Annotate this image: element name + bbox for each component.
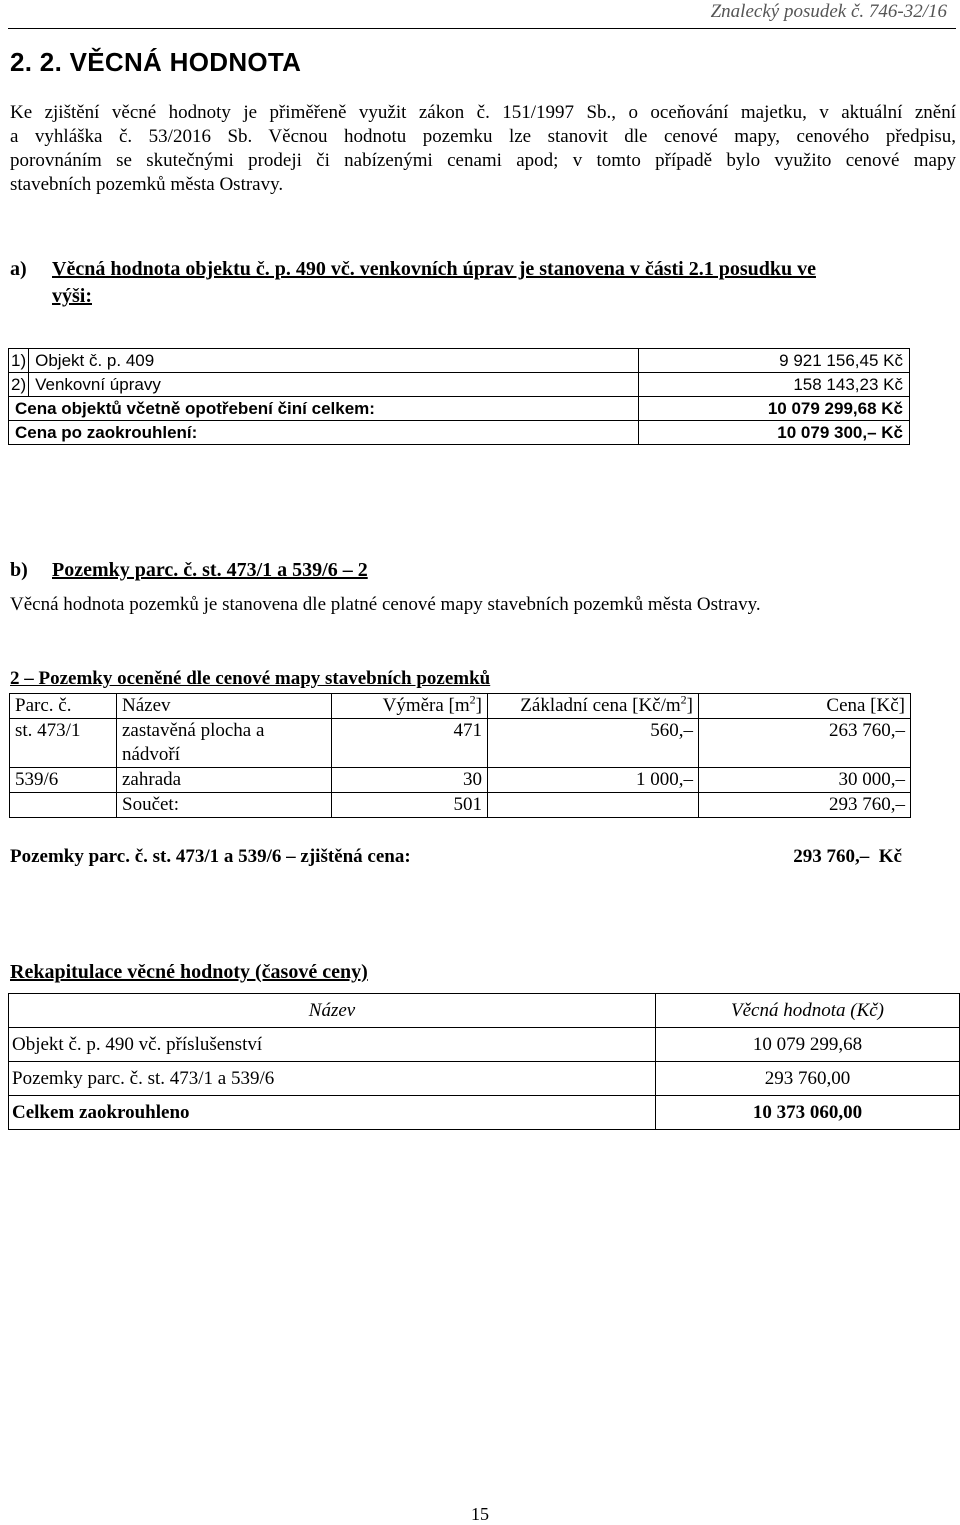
part-b-heading: [10, 557, 368, 583]
intro-paragraph: [10, 101, 956, 197]
row-name: Venkovní úpravy: [29, 373, 639, 397]
row-name: Objekt č. p. 409: [29, 349, 639, 373]
col-parc: Parc. č.: [10, 694, 117, 719]
cell-area: 471: [332, 719, 488, 768]
table-row: [10, 719, 911, 768]
table-row-sum: [10, 793, 911, 818]
intro-line: a vyhláška č. 53/2016 Sb. Věcnou hodnotu pozemku lze stanovit dle cenové mapy, cenového předpisu,: [10, 126, 956, 147]
recap-col-value: Věcná hodnota (Kč): [656, 994, 960, 1028]
col-price: Cena [Kč]: [699, 694, 911, 719]
table-row: [9, 349, 910, 373]
part-b-label: b): [10, 559, 28, 581]
recap-name: Objekt č. p. 490 vč. příslušenství: [9, 1028, 656, 1062]
col-name: Název: [117, 694, 332, 719]
cell-parc: st. 473/1: [10, 719, 117, 768]
sum-price: 293 760,–: [699, 793, 911, 818]
col-base-price: Základní cena $[Kč/m^2]$: [488, 694, 699, 719]
document-reference: Znalecký posudek č. 746-32/16: [710, 1, 947, 22]
cell-parc: 539/6: [10, 768, 117, 793]
intro-line: porovnáním se skutečnými prodeji či nabízenými cenami apod; v tomto případě bylo využito cenové mapy: [10, 150, 956, 171]
recap-name: Pozemky parc. č. st. 473/1 a 539/6: [9, 1062, 656, 1096]
table-row: [10, 768, 911, 793]
rounded-value: 10 079 300,– Kč: [639, 421, 910, 445]
part-a-table: [8, 348, 910, 445]
part-a-label: a): [10, 258, 27, 280]
table-row-rounded: [9, 421, 910, 445]
land-result-value: 293 760,– Kč: [793, 846, 902, 867]
row-value: 9 921 156,45 Kč: [639, 349, 910, 373]
recap-table: [8, 993, 960, 1130]
recap-value: 10 079 299,68: [656, 1028, 960, 1062]
table-row-total: [9, 1096, 960, 1130]
row-number: 2): [9, 373, 29, 397]
cell-base: 560,–: [488, 719, 699, 768]
part-b-title: Pozemky parc. č. st. 473/1 a 539/6 – 2: [52, 559, 368, 581]
land-table: [9, 693, 911, 818]
recap-total-name: Celkem zaokrouhleno: [9, 1096, 656, 1130]
total-label: Cena objektů včetně opotřebení činí celkem:: [9, 397, 639, 421]
cell-price: 263 760,–: [699, 719, 911, 768]
rounded-label: Cena po zaokrouhlení:: [9, 421, 639, 445]
table-header-row: [10, 694, 911, 719]
recap-value: 293 760,00: [656, 1062, 960, 1096]
part-b-text: Věcná hodnota pozemků je stanovena dle platné cenové mapy stavebních pozemků města Ostravy.: [10, 594, 761, 615]
sum-area: 501: [332, 793, 488, 818]
land-result-label: Pozemky parc. č. st. 473/1 a 539/6 – zjištěná cena:: [10, 846, 411, 867]
section-title: 2. 2. VĚCNÁ HODNOTA: [10, 47, 302, 77]
table-row: [9, 373, 910, 397]
recap-title: Rekapitulace věcné hodnoty (časové ceny): [10, 961, 368, 983]
row-number: 1): [9, 349, 29, 373]
table-row: [9, 1028, 960, 1062]
col-area: Výměra $[m^2]$: [332, 694, 488, 719]
cell-price: 30 000,–: [699, 768, 911, 793]
row-value: 158 143,23 Kč: [639, 373, 910, 397]
part-a-heading: [10, 256, 956, 310]
recap-total-value: 10 373 060,00: [656, 1096, 960, 1130]
table-row: [9, 1062, 960, 1096]
cell-base: 1 000,–: [488, 768, 699, 793]
part-a-title: Věcná hodnota objektu č. p. 490 vč. venkovních úprav je stanovena v části 2.1 posudku ve: [52, 258, 816, 280]
page-number: 15: [471, 1504, 489, 1524]
cell-area: 30: [332, 768, 488, 793]
sum-label: Součet:: [117, 793, 332, 818]
header-rule: [8, 28, 956, 29]
land-table-title: 2 – Pozemky oceněné dle cenové mapy stavebních pozemků: [10, 668, 491, 689]
cell-name: zastavěná plocha a nádvoří: [117, 719, 332, 768]
table-row-total: [9, 397, 910, 421]
intro-line: stavebních pozemků města Ostravy.: [10, 174, 284, 195]
cell-name: zahrada: [117, 768, 332, 793]
part-a-title-cont: výši:: [52, 285, 92, 307]
table-header-row: [9, 994, 960, 1028]
intro-line: Ke zjištění věcné hodnoty je přiměřeně využit zákon č. 151/1997 Sb., o oceňování majetku, v aktuální znění: [10, 102, 956, 123]
recap-col-name: Název: [9, 994, 656, 1028]
total-value: 10 079 299,68 Kč: [639, 397, 910, 421]
